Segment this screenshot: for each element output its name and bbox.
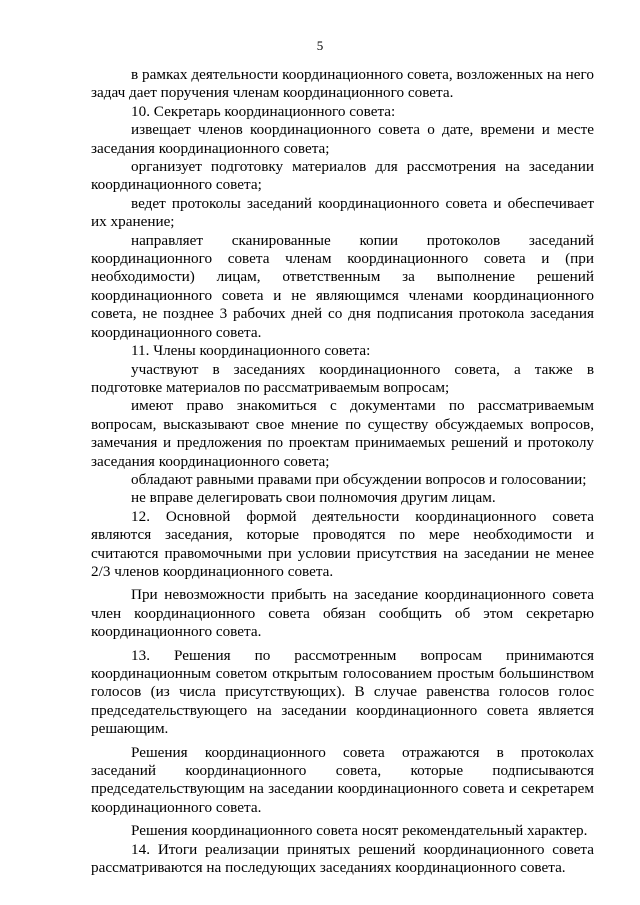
paragraph-15: Решения координационного совета отражаются в протоколах заседаний координационного совета, которые подписываются председательствующим на заседании координационного совета и секретарем координационного совета. [91,743,594,816]
paragraph-5: ведет протоколы заседаний координационного совета и обеспечивает их хранение; [91,194,594,231]
paragraph-14: 13. Решения по рассмотренным вопросам принимаются координационным советом открытым голосованием простым большинством голосов (из числа присутствующих). В случае равенства голосов голос председательствующего на заседании координационного совета является решающим. [91,646,594,738]
paragraph-16: Решения координационного совета носят рекомендательный характер. [131,822,588,840]
paragraph-13: При невозможности прибыть на заседание координационного совета член координационного совета обязан сообщить об этом секретарю координационного совета. [91,586,594,641]
document-body [91,66,594,877]
paragraph-7: 11. Члены координационного совета: [131,342,371,360]
paragraph-1: в рамках деятельности координационного совета, возложенных на него задач дает поручения членам координационного совета. [91,66,594,102]
paragraph-8: участвуют в заседаниях координационного совета, а также в подготовке материалов по рассматриваемым вопросам; [91,360,594,396]
paragraph-17: 14. Итоги реализации принятых решений координационного совета рассматриваются на последующих заседаниях координационного совета. [91,840,594,877]
paragraph-11: не вправе делегировать свои полномочия другим лицам. [131,489,496,507]
paragraph-9: имеют право знакомиться с документами по рассматриваемым вопросам, высказывают свое мнение по существу обсуждаемых вопросов, замечания и предложения по проектам принимаемых решений и протоколу заседания координационного совета; [91,397,594,470]
page-number: 5 [316,38,324,53]
paragraph-3: извещает членов координационного совета о дате, времени и месте заседания координационного совета; [91,121,594,157]
paragraph-10: обладают равными правами при обсуждении вопросов и голосовании; [131,470,587,488]
paragraph-6: направляет сканированные копии протоколов заседаний координационного совета членам координационного совета и (при необходимости) лицам, ответственным за выполнение решений координационного совета и не являющимся членами координационного совета, не позднее 3 рабочих дней со дня подписания протокола заседания координационного совета. [91,231,594,341]
paragraph-2: 10. Секретарь координационного совета: [131,102,396,120]
paragraph-12: 12. Основной формой деятельности координационного совета являются заседания, которые проводятся по мере необходимости и считаются правомочными при условии присутствия на заседании не менее 2/3 членов координационного совета. [91,507,594,580]
paragraph-4: организует подготовку материалов для рассмотрения на заседании координационного совета; [91,158,594,194]
